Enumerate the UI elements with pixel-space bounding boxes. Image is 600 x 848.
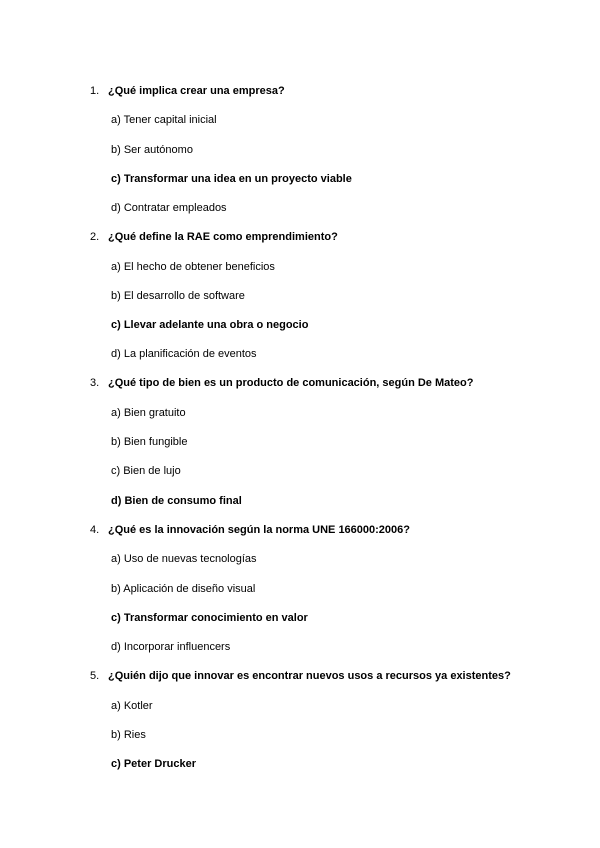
option-d: d) La planificación de eventos xyxy=(111,348,257,360)
option-c-correct: c) Llevar adelante una obra o negocio xyxy=(111,319,309,331)
option-d-correct: d) Bien de consumo final xyxy=(111,495,242,507)
option-c-correct: c) Transformar una idea en un proyecto viable xyxy=(111,173,352,185)
option-d: d) Contratar empleados xyxy=(111,202,227,214)
option-b: b) Bien fungible xyxy=(111,436,188,448)
question-number: 4. xyxy=(90,524,100,536)
question-line xyxy=(0,83,600,99)
question-text: ¿Quién dijo que innovar es encontrar nuevos usos a recursos ya existentes? xyxy=(108,670,511,682)
option-b: b) Ries xyxy=(111,729,146,741)
question-line xyxy=(0,375,600,391)
option-b: b) Ser autónomo xyxy=(111,144,193,156)
question-text: ¿Qué define la RAE como emprendimiento? xyxy=(108,231,338,243)
question-text: ¿Qué implica crear una empresa? xyxy=(108,85,285,97)
option-c-correct: c) Peter Drucker xyxy=(111,758,196,770)
question-line xyxy=(0,668,600,684)
option-a: a) Tener capital inicial xyxy=(111,114,217,126)
question-number: 1. xyxy=(90,85,100,97)
question-line xyxy=(0,522,600,538)
question-number: 3. xyxy=(90,377,100,389)
question-number: 5. xyxy=(90,670,100,682)
option-c-correct: c) Transformar conocimiento en valor xyxy=(111,612,308,624)
question-text: ¿Qué es la innovación según la norma UNE 166000:2006? xyxy=(108,524,411,536)
option-a: a) Uso de nuevas tecnologías xyxy=(111,553,257,565)
option-a: a) Bien gratuito xyxy=(111,407,186,419)
option-b: b) Aplicación de diseño visual xyxy=(111,583,256,595)
question-number: 2. xyxy=(90,231,100,243)
option-a: a) Kotler xyxy=(111,700,153,712)
option-a: a) El hecho de obtener beneficios xyxy=(111,261,275,273)
question-text: ¿Qué tipo de bien es un producto de comunicación, según De Mateo? xyxy=(108,377,474,389)
question-line xyxy=(0,229,600,245)
option-d: d) Incorporar influencers xyxy=(111,641,231,653)
option-c: c) Bien de lujo xyxy=(111,465,181,477)
option-b: b) El desarrollo de software xyxy=(111,290,245,302)
